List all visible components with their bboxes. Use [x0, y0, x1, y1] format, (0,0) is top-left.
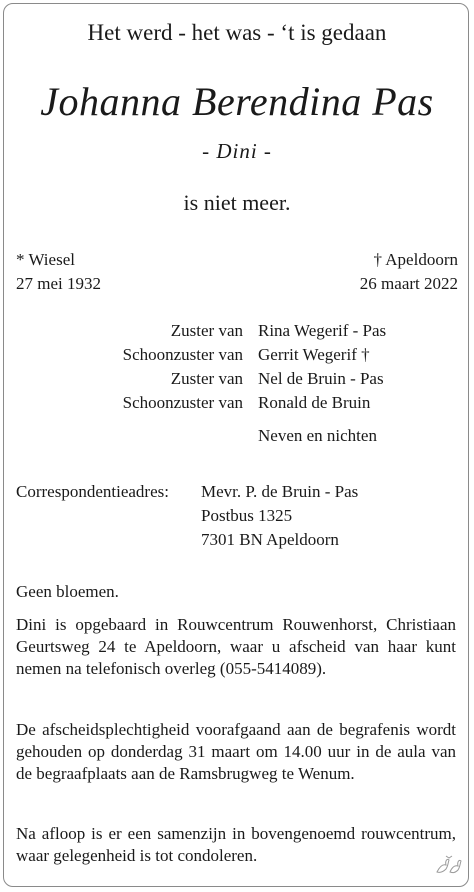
correspondence-line-3: 7301 BN Apeldoorn [201, 530, 339, 549]
subtitle: is niet meer. [183, 190, 291, 215]
family-member: Ronald de Bruin [258, 393, 371, 412]
family-member: Gerrit Wegerif † [258, 345, 370, 364]
paragraph-ceremony: De afscheidsplechtigheid voorafgaand aan de begrafenis wordt gehouden op donderdag 31 maart om 14.00 uur in de aula van de begraafplaats aan de Ramsbrugweg te Wenum. [16, 720, 456, 783]
family-relation: Schoonzuster van [122, 345, 243, 364]
death-place: † Apeldoorn [373, 250, 458, 269]
correspondence-line-1: Mevr. P. de Bruin - Pas [201, 482, 359, 501]
correspondence-label: Correspondentieadres: [16, 482, 169, 501]
death-date: 26 maart 2022 [359, 274, 458, 293]
paragraph-viewing: Dini is opgebaard in Rouwcentrum Rouwenhorst, Christiaan Geurtsweg 24 te Apeldoorn, waar u afscheid van haar kunt nemen na telefonisch overleg (055-5414089). [16, 615, 456, 678]
deceased-name: Johanna Berendina Pas [40, 79, 434, 124]
cousins: Neven en nichten [258, 426, 377, 445]
header-verse: Het werd - het was - ‘t is gedaan [87, 20, 387, 45]
family-relation: Schoonzuster van [122, 393, 243, 412]
doves-icon [434, 852, 464, 876]
family-member: Nel de Bruin - Pas [258, 369, 384, 388]
family-member: Rina Wegerif - Pas [258, 321, 387, 340]
family-relation: Zuster van [170, 321, 243, 340]
correspondence-line-2: Postbus 1325 [201, 506, 293, 525]
paragraph-condolences: Na afloop is er een samenzijn in bovengenoemd rouwcentrum, waar gelegenheid is tot condoleren. [16, 824, 456, 865]
no-flowers: Geen bloemen. [16, 582, 119, 601]
birth-date: 27 mei 1932 [16, 274, 101, 293]
nickname: - Dini - [202, 139, 272, 163]
birth-place: * Wiesel [16, 250, 75, 269]
family-relation: Zuster van [170, 369, 243, 388]
